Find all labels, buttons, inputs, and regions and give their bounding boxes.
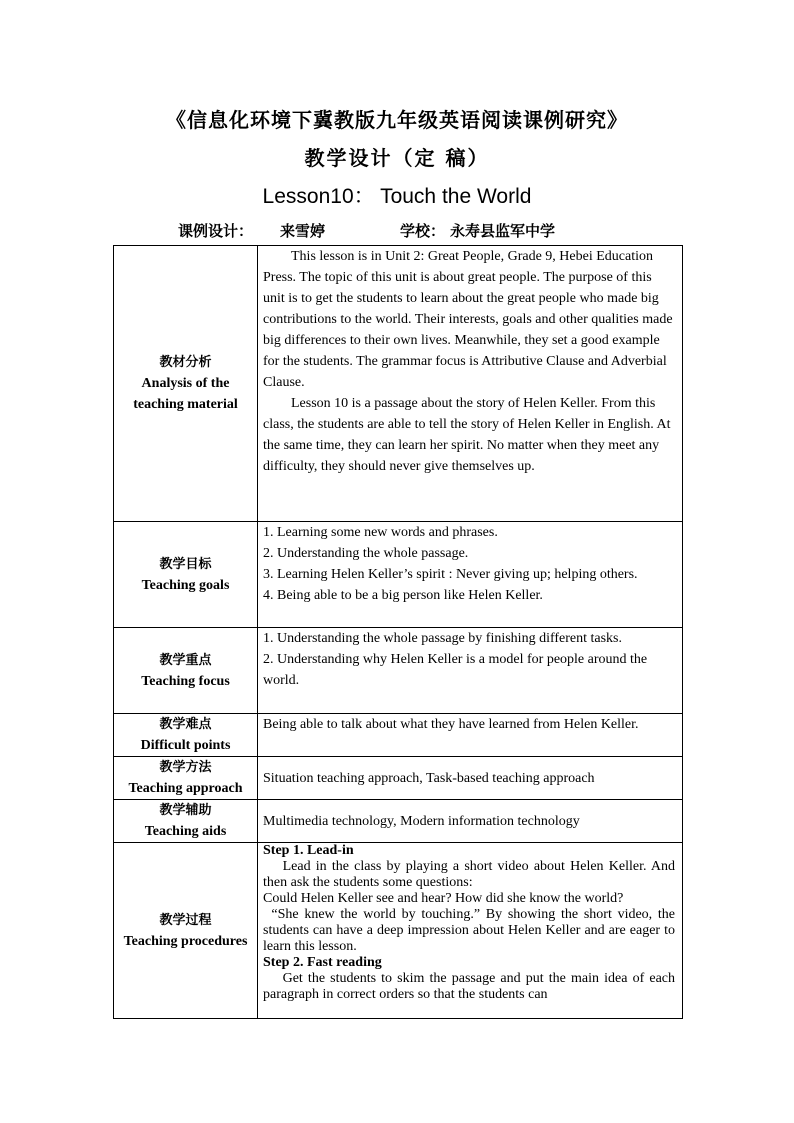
row-label [114, 800, 258, 843]
row-content [258, 843, 683, 1019]
school-label: 学校： [400, 222, 446, 240]
table-row-procedures [114, 843, 683, 1019]
label-en: Difficult points [140, 738, 231, 753]
paragraph: Lesson 10 is a passage about the story of Helen Keller. From this class, the students are able to tell the story of Helen Keller in English. At the same time, they can learn her spirit. No matter when they meet any difficulty, they should never give themselves up. [263, 396, 671, 474]
table-row-aids [114, 800, 683, 843]
row-label [114, 714, 258, 757]
row-label [114, 628, 258, 714]
label-en: Analysis of the teaching material [133, 376, 238, 412]
row-content: Multimedia technology, Modern information technology [258, 800, 683, 843]
row-content [258, 522, 683, 628]
label-zh: 教学方法 [159, 760, 212, 775]
row-label [114, 246, 258, 522]
table-row-goals [114, 522, 683, 628]
label-en: Teaching focus [141, 673, 230, 689]
paragraph: Lead in the class by playing a short video about Helen Keller. And then ask the students some questions: [263, 859, 675, 890]
label-zh: 教材分析 [159, 355, 212, 370]
list-item: 1. Understanding the whole passage by finishing different tasks. [263, 631, 623, 646]
list-item: 4. Being able to be a big person like Helen Keller. [263, 588, 543, 603]
label-zh: 教学过程 [159, 912, 212, 928]
designer-label: 课例设计： [178, 222, 254, 240]
paragraph: “She knew the world by touching.” By showing the short video, the students can have a deep impression about Helen Keller and are eager to learn this lesson. [263, 907, 675, 954]
table-row-focus [114, 628, 683, 714]
label-zh: 教学难点 [159, 717, 212, 732]
list-item: 2. Understanding why Helen Keller is a model for people around the world. [263, 652, 648, 688]
row-label [114, 757, 258, 800]
step-title: Step 1. Lead-in [263, 843, 354, 858]
label-zh: 教学目标 [159, 556, 212, 572]
row-content: Being able to talk about what they have learned from Helen Keller. [258, 714, 683, 757]
paragraph: Could Helen Keller see and hear? How did she know the world? [263, 891, 624, 906]
paragraph: Get the students to skim the passage and put the main idea of each paragraph in correct orders so that the students can [263, 971, 675, 1002]
table-row-difficult [114, 714, 683, 757]
row-label [114, 843, 258, 1019]
label-en: Teaching aids [144, 824, 227, 839]
document-title: 《信息化环境下冀教版九年级英语阅读课例研究》 [166, 108, 628, 132]
paragraph: This lesson is in Unit 2: Great People, Grade 9, Hebei Education Press. The topic of this unit is about great people. The purpose of this unit is to get the students to learn about the great people who made big contributions to the world. Their interests, goals and other qualities made big differences to their own lives. Meanwhile, they set a good example for the students. The grammar focus is Attributive Clause and Adverbial Clause. [263, 249, 673, 390]
row-label [114, 522, 258, 628]
row-content [258, 628, 683, 714]
label-en: Teaching procedures [123, 933, 248, 949]
lesson-title: Lesson10： Touch the World [262, 185, 532, 208]
school-name: 永寿县监军中学 [450, 222, 556, 240]
document-subtitle: 教学设计（定 稿） [304, 146, 490, 170]
lesson-plan-table [113, 245, 683, 1019]
row-content: Situation teaching approach, Task-based teaching approach [258, 757, 683, 800]
label-zh: 教学辅助 [159, 803, 212, 818]
list-item: 1. Learning some new words and phrases. [263, 525, 498, 540]
list-item: 3. Learning Helen Keller’s spirit : Never giving up; helping others. [263, 567, 638, 582]
label-zh: 教学重点 [159, 652, 212, 668]
list-item: 2. Understanding the whole passage. [263, 546, 469, 561]
row-content [258, 246, 683, 522]
designer-name: 来雪婷 [280, 222, 326, 240]
label-en: Teaching approach [128, 781, 243, 796]
table-row-approach [114, 757, 683, 800]
table-row-analysis [114, 246, 683, 522]
label-en: Teaching goals [141, 577, 230, 593]
step-title: Step 2. Fast reading [263, 955, 382, 970]
